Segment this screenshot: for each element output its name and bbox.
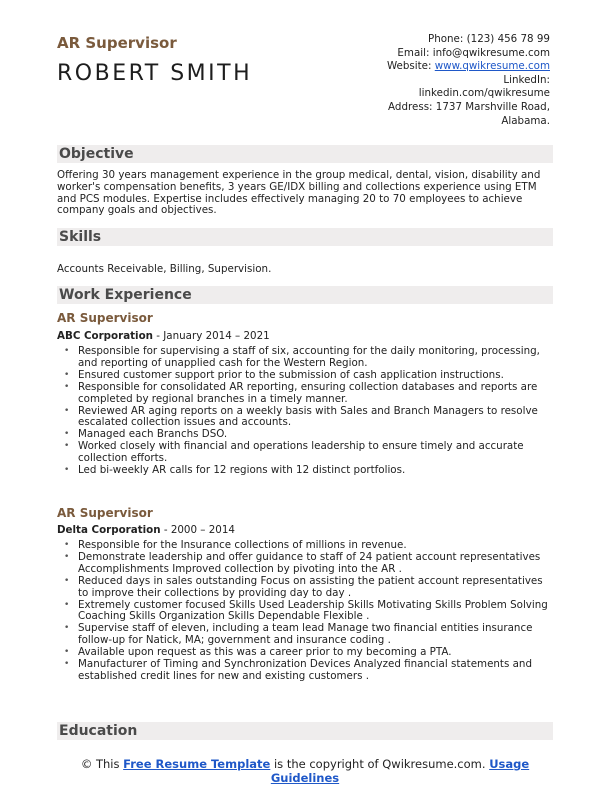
contact-website <box>290 60 550 74</box>
job-2-bullet: • Manufacturer of Timing and Synchronization Devices Analyzed financial statements and established credit lines for new and existing customers . <box>57 659 553 683</box>
job-1-bullet: • Responsible for supervising a staff of six, accounting for the daily monitoring, processing, and reporting of unapplied cash for the Western Region. <box>57 346 553 370</box>
website-label: Website: <box>386 60 435 73</box>
job-2-company: Delta Corporation <box>57 524 161 536</box>
contact-linkedin-value: linkedin.com/qwikresume <box>418 87 550 100</box>
work-experience-heading: Work Experience <box>59 287 192 303</box>
job-2-bullets <box>57 540 553 683</box>
job-1-bullets <box>57 346 553 477</box>
contact-linkedin-label: LinkedIn: <box>503 73 550 86</box>
job-1-company: ABC Corporation <box>57 330 153 342</box>
objective-text: Offering 30 years management experience in the group medical, dental, vision, disability and worker's compensation benefits, 3 years GE/IDX billing and collections experience using ETM and PCS modules. Expertise includes effectively managing 20 to 70 employees to achieve company goals and objectives. <box>57 169 541 217</box>
contact-phone: Phone: (123) 456 78 99 <box>427 33 550 45</box>
job-2-company-line <box>57 524 235 536</box>
job-1-bullet: • Managed each Branchs DSO. <box>57 429 553 441</box>
job-1-role: AR Supervisor <box>57 311 153 325</box>
education-section-header <box>57 722 553 740</box>
footer-middle: is the copyright of Qwikresume.com. <box>270 757 490 771</box>
job-2-role: AR Supervisor <box>57 506 153 520</box>
work-experience-section-header <box>57 286 553 304</box>
job-1-dates: - January 2014 – 2021 <box>153 330 270 342</box>
free-resume-template-link[interactable]: Free Resume Template <box>123 757 271 771</box>
job-1-bullet: • Led bi-weekly AR calls for 12 regions with 12 distinct portfolios. <box>57 465 553 477</box>
job-2-bullet: • Available upon request as this was a career prior to my becoming a PTA. <box>57 647 553 659</box>
objective-heading: Objective <box>59 146 134 162</box>
job-2-bullet: • Responsible for the Insurance collections of millions in revenue. <box>57 540 553 552</box>
header-job-title: AR Supervisor <box>57 34 177 52</box>
skills-heading: Skills <box>59 229 102 245</box>
job-2-dates: - 2000 – 2014 <box>160 524 235 536</box>
job-2-bullet: • Extremely customer focused Skills Used Leadership Skills Motivating Skills Problem Solving Coaching Skills Organization Skills Dependable Flexible . <box>57 600 553 624</box>
candidate-name: ROBERT SMITH <box>57 61 253 86</box>
job-2-bullet: • Supervise staff of eleven, including a team lead Manage two financial entities insurance follow-up for Natick, MA; government and insurance coding . <box>57 623 553 647</box>
contact-block <box>290 33 550 128</box>
job-2-bullet: • Reduced days in sales outstanding Focus on assisting the patient account representatives to improve their collections by providing day to day . <box>57 576 553 600</box>
usage-guidelines-link[interactable]: Usage Guidelines <box>270 757 530 785</box>
job-1-bullet: • Responsible for consolidated AR reporting, ensuring collection databases and reports are completed by regional branches in a timely manner. <box>57 382 553 406</box>
job-1-bullet: • Reviewed AR aging reports on a weekly basis with Sales and Branch Managers to resolve escalated collection issues and accounts. <box>57 406 553 430</box>
website-link[interactable]: www.qwikresume.com <box>434 60 550 73</box>
objective-section-header <box>57 145 553 163</box>
contact-address-line2: Alabama. <box>501 114 550 127</box>
job-2-bullet: • Demonstrate leadership and offer guidance to staff of 24 patient account representatives Accomplishments Improved collection by pivoting into the AR . <box>57 552 553 576</box>
job-1-company-line <box>57 330 270 342</box>
education-heading: Education <box>59 723 138 739</box>
skills-section-header <box>57 228 553 246</box>
footer-prefix: © This <box>80 757 124 771</box>
skills-text: Accounts Receivable, Billing, Supervision. <box>57 263 272 275</box>
contact-address-line1: Address: 1737 Marshville Road, <box>388 100 550 113</box>
job-1-bullet: • Worked closely with financial and operations leadership to ensure timely and accurate collection efforts. <box>57 441 553 465</box>
job-1-bullet: • Ensured customer support prior to the submission of cash application instructions. <box>57 370 553 382</box>
contact-email: Email: info@qwikresume.com <box>397 46 550 59</box>
copyright-footer <box>57 757 553 785</box>
